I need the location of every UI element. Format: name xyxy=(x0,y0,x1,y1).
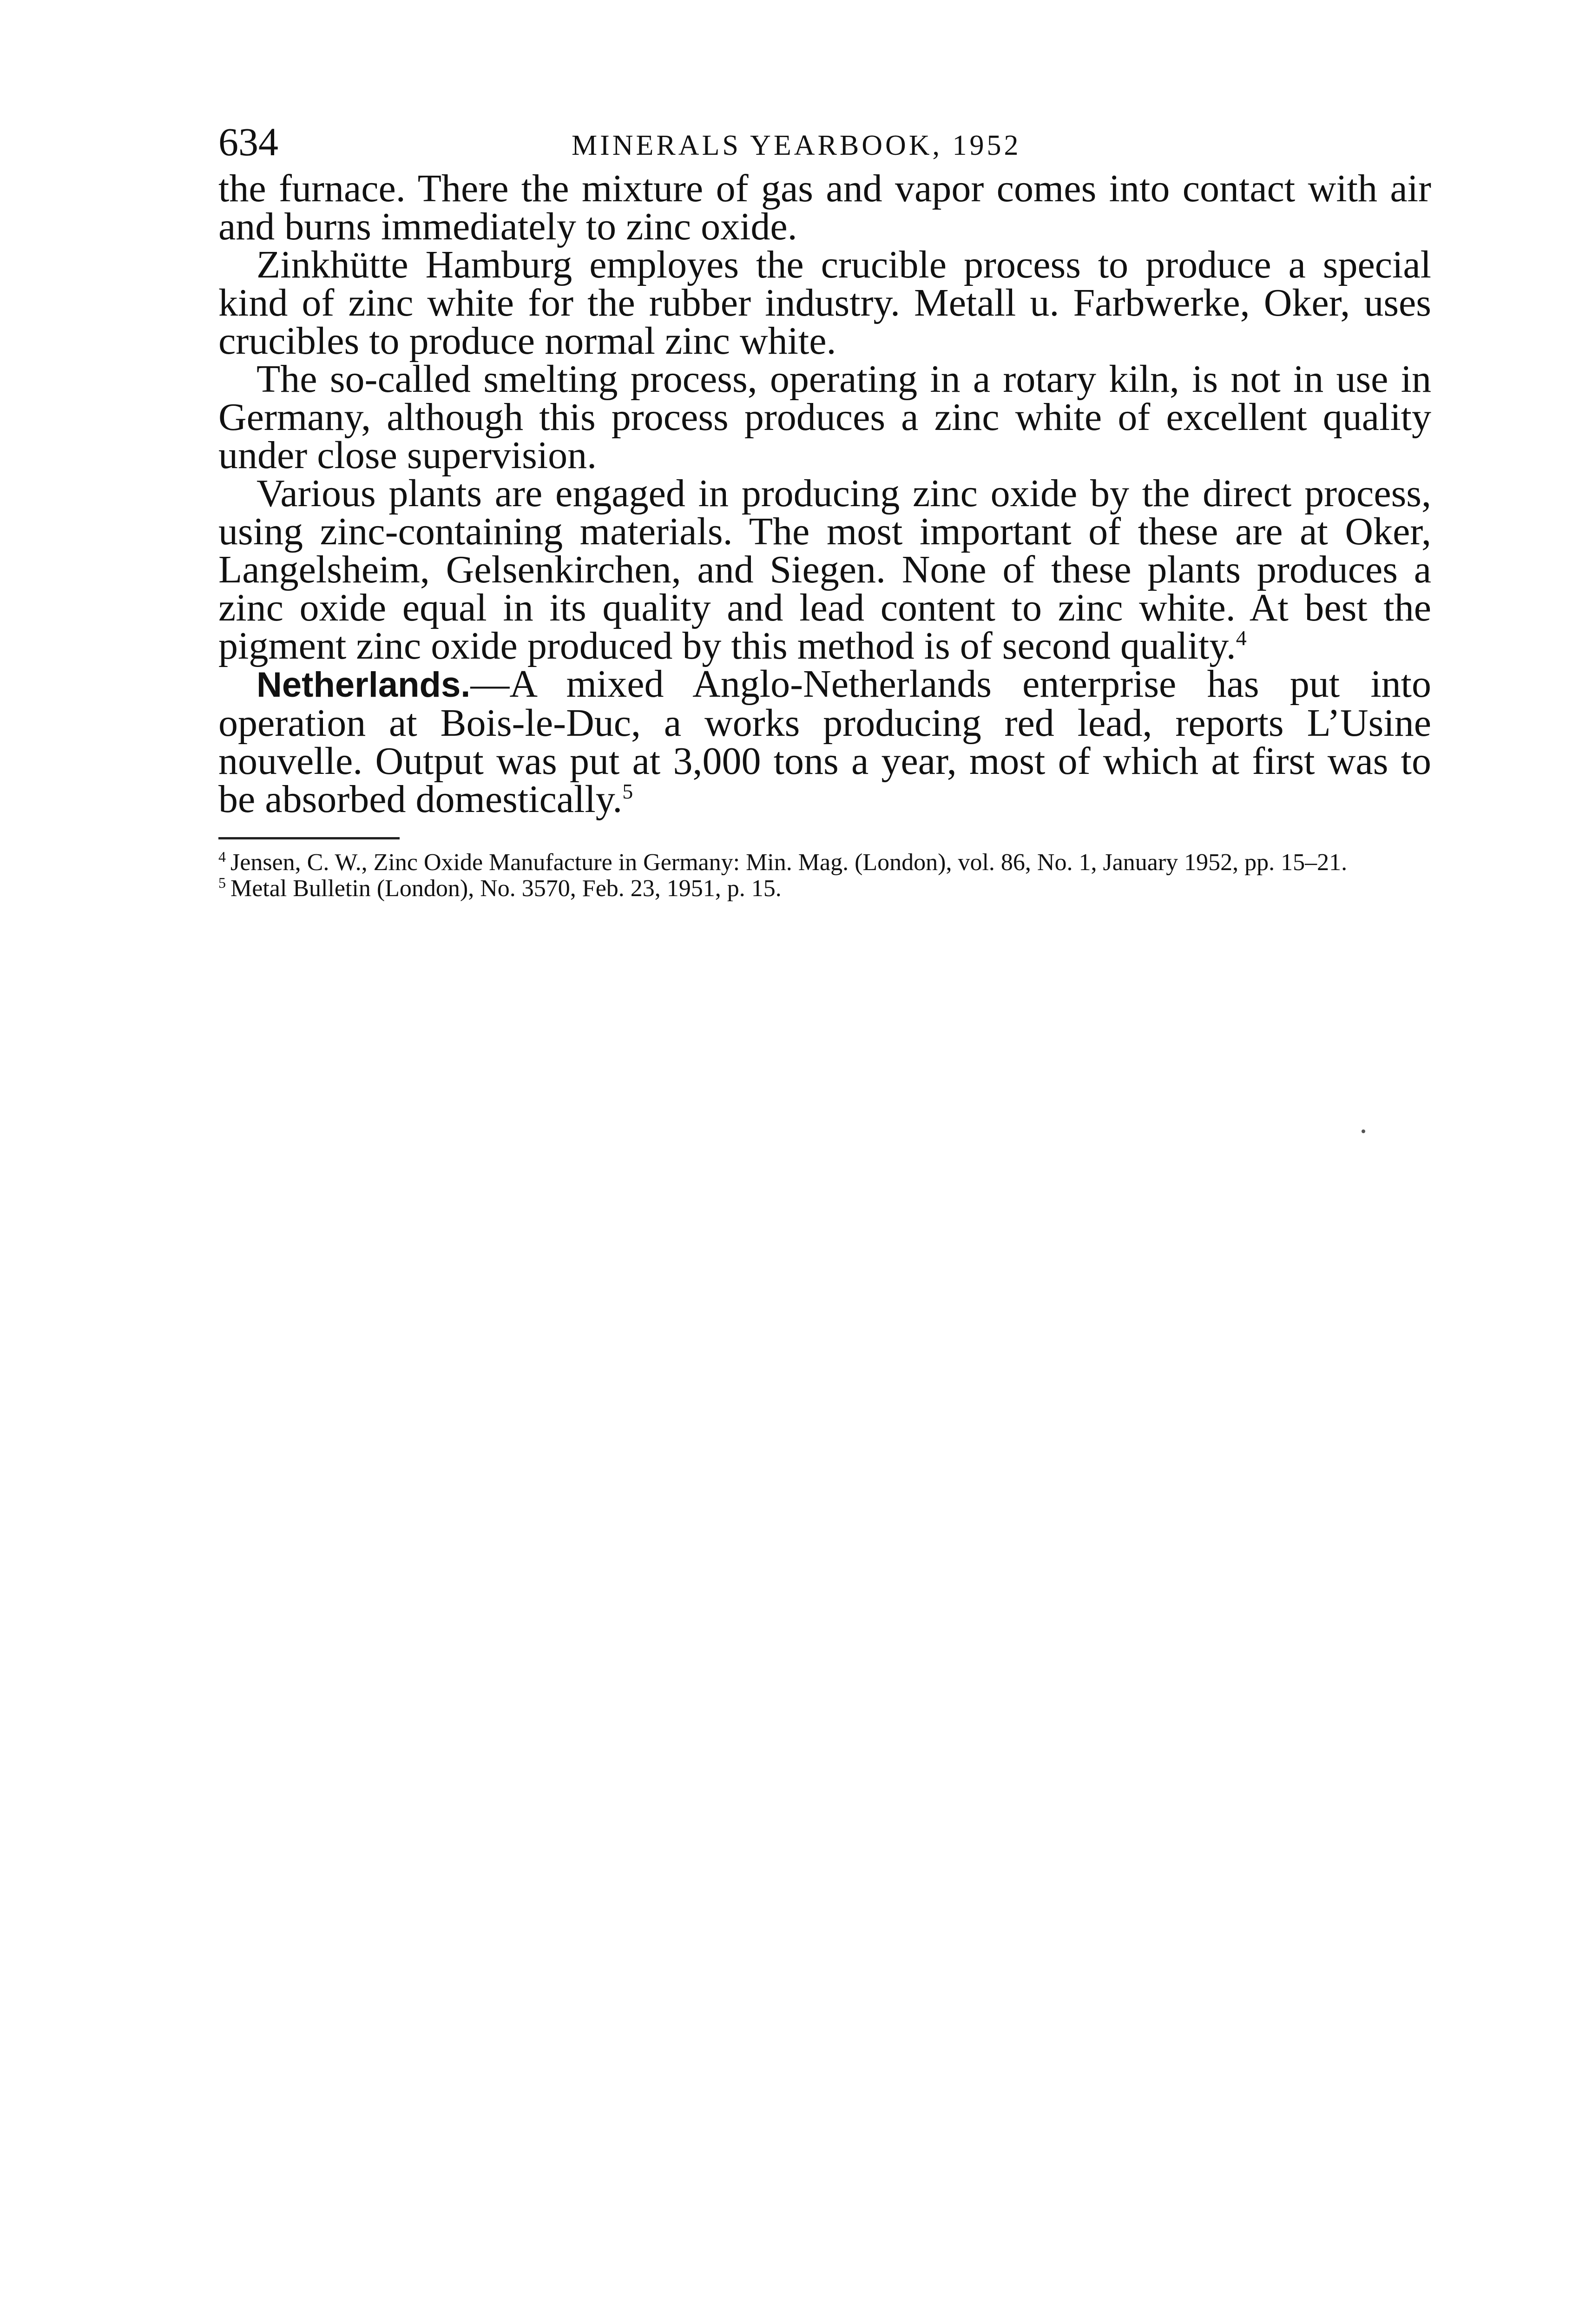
footnote-rule xyxy=(218,837,400,839)
footnote xyxy=(218,876,1431,902)
footnote-reference[interactable]: 5 xyxy=(622,779,633,803)
section-run-in-heading: Netherlands. xyxy=(257,665,471,705)
paragraph-direct-process xyxy=(218,472,1431,667)
paragraph-text: Zinkhütte Hamburg employes the crucible process to produce a special kind of zinc white for the rubber industry. Metall u. Farbwerke, Oker, uses crucibles to produce normal zinc white. xyxy=(218,243,1431,363)
scan-speck xyxy=(1362,1129,1365,1133)
running-head xyxy=(218,119,1431,170)
document-page xyxy=(218,119,1431,902)
paragraph-text: —A mixed Anglo-Netherlands enterprise has put into operation at Bois-le-Duc, a works producing red lead, reports L’Usine nouvelle. Output was put at 3,000 tons a year, most of which at first was to be absorbed domestically. xyxy=(218,662,1431,821)
paragraph-text: The so-called smelting process, operating in a rotary kiln, is not in use in Germany, although this process produces a zinc white of excellent quality under close supervision. xyxy=(218,357,1431,477)
paragraph-zinkhutte xyxy=(218,243,1431,363)
paragraph-netherlands xyxy=(218,662,1431,821)
page-number: 634 xyxy=(218,119,278,164)
footnote-text: Metal Bulletin (London), No. 3570, Feb. 23, 1951, p. 15. xyxy=(230,875,782,902)
footnote-text: Jensen, C. W., Zinc Oxide Manufacture in Germany: Min. Mag. (London), vol. 86, No. 1, January 1952, pp. 15–21. xyxy=(230,849,1348,876)
footnote-marker: 5 xyxy=(218,874,226,891)
footnote xyxy=(218,850,1431,876)
footnotes xyxy=(218,850,1431,902)
footnote-reference[interactable]: 4 xyxy=(1236,626,1247,650)
paragraph-continuation xyxy=(218,167,1431,248)
footnote-marker: 4 xyxy=(218,848,226,865)
paragraph-text: Various plants are engaged in producing zinc oxide by the direct process, using zinc-containing materials. The most important of these are at Oker, Langelsheim, Gelsenkirchen, and Siegen. None of these plants produces a zinc oxide equal in its quality and lead content to zinc white. At best the pigment zinc oxide produced by this method is of second quality. xyxy=(218,472,1431,667)
running-title: MINERALS YEARBOOK, 1952 xyxy=(572,130,1021,161)
paragraph-text: the furnace. There the mixture of gas and vapor comes into contact with air and burns immediately to zinc oxide. xyxy=(218,167,1431,248)
body-text xyxy=(218,167,1431,821)
paragraph-smelting-process xyxy=(218,357,1431,477)
